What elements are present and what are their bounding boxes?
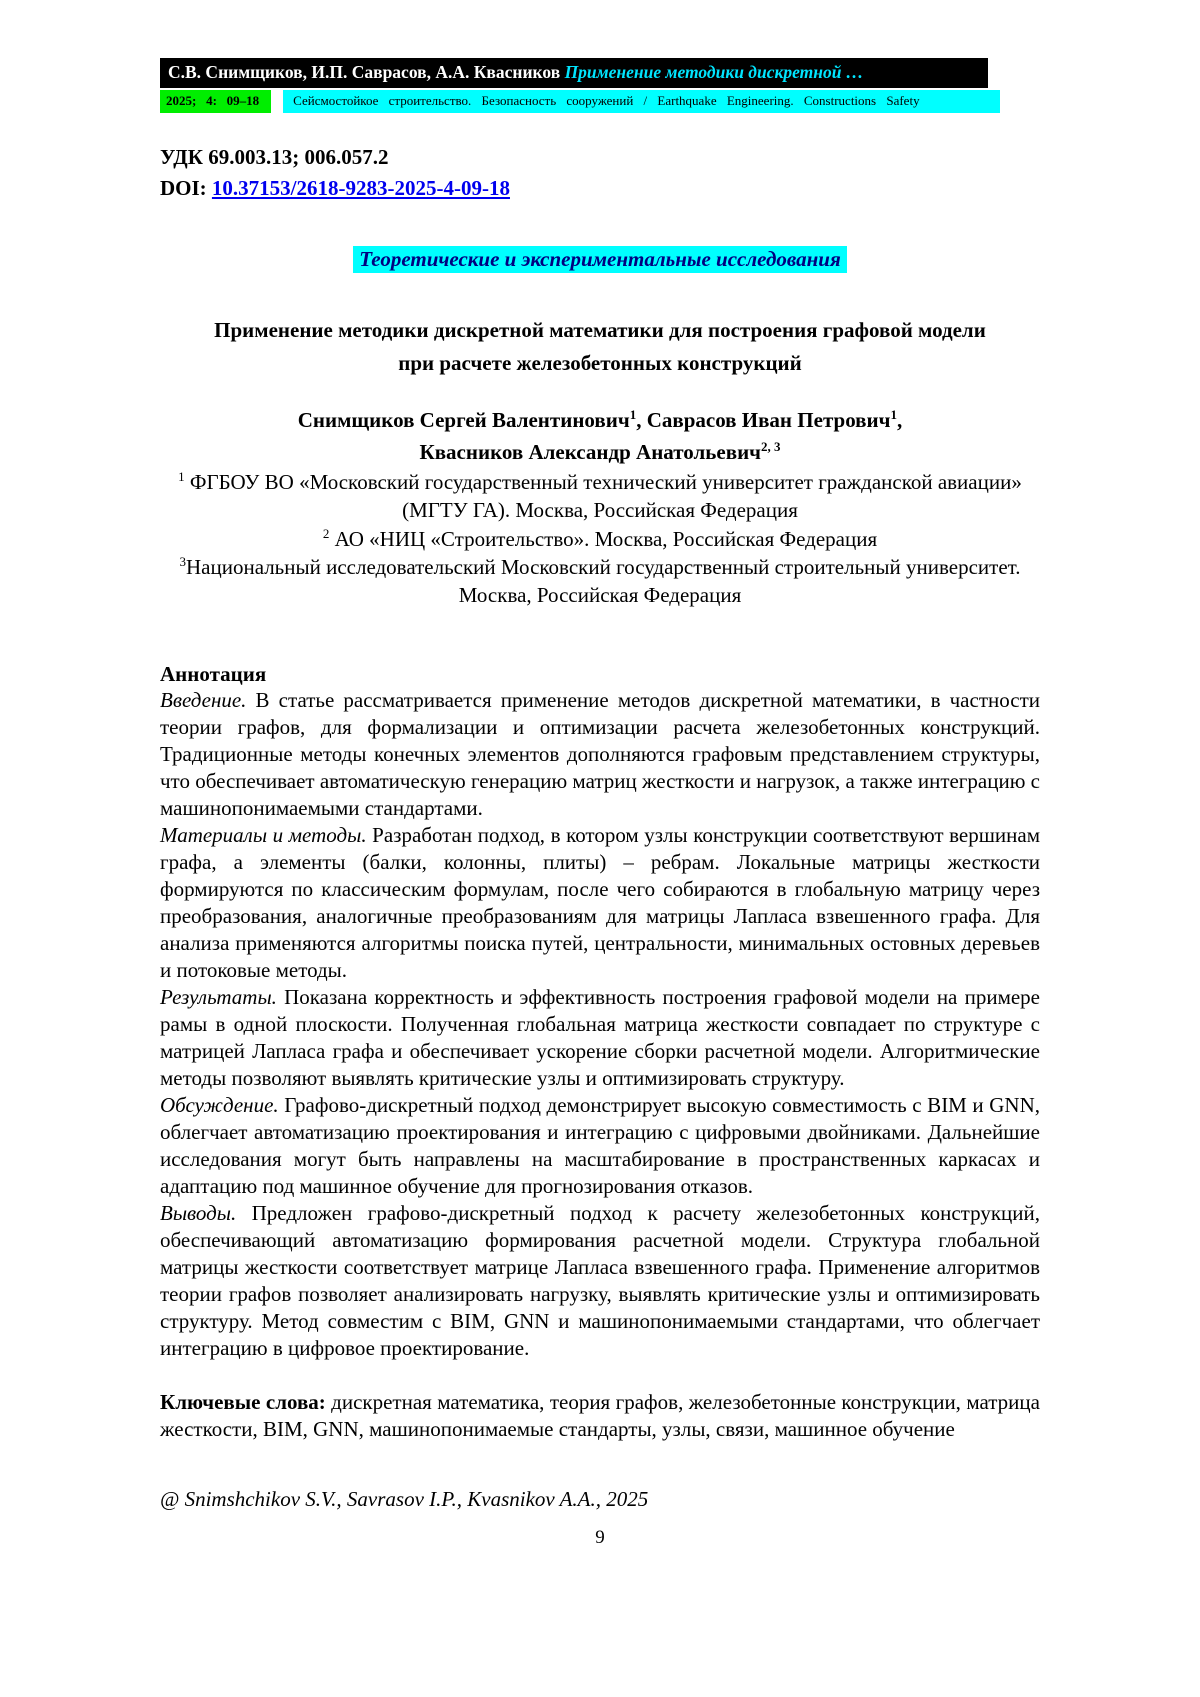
affiliations xyxy=(160,468,1040,610)
author-superscript: 1 xyxy=(890,407,897,423)
affiliation-superscript: 3 xyxy=(179,554,186,570)
udk-code: УДК 69.003.13; 006.057.2 xyxy=(160,145,389,169)
paragraph-lead: Материалы и методы. xyxy=(160,822,367,847)
affiliation xyxy=(160,525,1040,553)
paragraph-text: Показана корректность и эффективность построения графовой модели на примере рамы в одной плоскости. Полученная глобальная матрица жесткости совпадает по структуре с матрицей Лапласа графа и обеспечивает ускорение сборки расчетной модели. Алгоритмические методы позволяют выявлять критические узлы и оптимизировать структуру. xyxy=(160,984,1040,1090)
running-header-strip xyxy=(160,90,1000,113)
author-name: Снимщиков Сергей Валентинович xyxy=(297,408,630,433)
journal-name: Сейсмостойкое строительство. Безопасность сооружений / Earthquake Engineering. Constructions Safety xyxy=(283,90,1000,113)
article-title-line1: Применение методики дискретной математики для построения графовой модели xyxy=(214,318,986,342)
article-title-line2: при расчете железобетонных конструкций xyxy=(398,350,802,375)
paragraph-text: Разработан подход, в котором узлы конструкции соответствуют вершинам графа, а элементы (балки, колонны, плиты) – ребрам. Локальные матрицы жесткости формируются по классическим формулам, после чего собираются в глобальную матрицу через преобразования, аналогичные преобразованиям для матрицы Лапласа взвешенного графа. Для анализа применяются алгоритмы поиска путей, центральности, минимальных остовных деревьев и потоковые методы. xyxy=(160,822,1040,982)
doi-link[interactable]: 10.37153/2618-9283-2025-4-09-18 xyxy=(211,176,510,200)
paragraph-lead: Результаты. xyxy=(160,984,277,1009)
header-strip-gap xyxy=(271,90,283,113)
paragraph-lead: Введение. xyxy=(160,687,247,712)
affiliation-superscript: 1 xyxy=(178,469,185,485)
page-number: 9 xyxy=(595,1527,605,1548)
affiliation-text: Национальный исследовательский Московский государственный строительный университет. Москва, Российская Федерация xyxy=(186,555,1021,608)
author-name: , Саврасов Иван Петрович xyxy=(636,408,891,433)
abstract-paragraph-discussion xyxy=(160,1092,1040,1200)
author-superscript: 1 xyxy=(629,407,637,423)
paragraph-text: Предложен графово-дискретный подход к расчету железобетонных конструкций, обеспечивающий автоматизацию формирования расчетной модели. Структура глобальной матрицы жесткости соответствует матрице Лапласа взвешенного графа. Применение алгоритмов теории графов позволяет анализировать нагрузку, выявлять критические узлы и оптимизировать структуру. Метод совместим с BIM, GNN и машинопонимаемыми стандартами, что облегчает интеграцию в цифровое проектирование. xyxy=(160,1200,1040,1360)
doi-line xyxy=(160,176,1040,201)
keywords xyxy=(160,1389,1040,1443)
paragraph-text: Графово-дискретный подход демонстрирует высокую совместимость с BIM и GNN, облегчает автоматизацию проектирования и интеграцию с цифровыми двойниками. Дальнейшие исследования могут быть направлены на масштабирование в пространственных каркасах и адаптацию под машинное обучение для прогнозирования отказов. xyxy=(160,1092,1040,1198)
affiliation-text: АО «НИЦ «Строительство». Москва, Российская Федерация xyxy=(329,526,878,551)
abstract-paragraph-results xyxy=(160,984,1040,1092)
copyright-line: @ Snimshchikov S.V., Savrasov I.P., Kvasnikov A.A., 2025 xyxy=(160,1486,649,1511)
abstract-paragraph-conclusions xyxy=(160,1200,1040,1362)
section-banner-row xyxy=(160,247,1040,272)
section-banner: Теоретические и экспериментальные исследования xyxy=(353,246,847,273)
paragraph-lead: Выводы. xyxy=(160,1200,237,1225)
author-superscript: 2, 3 xyxy=(761,438,781,454)
authors-separator: , xyxy=(896,408,903,433)
affiliation-text: ФГБОУ ВО «Московский государственный технический университет гражданской авиации» (МГТУ ГА). Москва, Российская Федерация xyxy=(184,470,1022,523)
running-authors: С.В. Снимщиков, И.П. Саврасов, А.А. Квасников xyxy=(168,62,565,82)
abstract-paragraph-introduction xyxy=(160,687,1040,822)
issue-info: 2025; 4: 09–18 xyxy=(160,90,271,113)
authors-line xyxy=(160,405,1040,468)
running-title: Применение методики дискретной … xyxy=(564,62,864,82)
affiliation xyxy=(160,553,1040,610)
affiliation xyxy=(160,468,1040,525)
abstract-paragraph-materials xyxy=(160,822,1040,984)
keywords-label: Ключевые слова: xyxy=(160,1389,326,1414)
keywords-text: дискретная математика, теория графов, железобетонные конструкции, матрица жесткости, BIM, GNN, машинопонимаемые стандарты, узлы, связи, машинное обучение xyxy=(160,1389,1040,1441)
doi-label: DOI: xyxy=(160,176,212,200)
author-name: Квасников Александр Анатольевич xyxy=(419,439,762,464)
paragraph-lead: Обсуждение. xyxy=(160,1092,279,1117)
paragraph-text: В статье рассматривается применение методов дискретной математики, в частности теории графов, для формализации и оптимизации расчета железобетонных конструкций. Традиционные методы конечных элементов дополняются графовым представлением структуры, что обеспечивает автоматическую генерацию матриц жесткости и нагрузок, а также интеграцию с машинопонимаемыми стандартами. xyxy=(160,687,1040,820)
article-title xyxy=(160,314,1040,379)
affiliation-superscript: 2 xyxy=(322,525,330,541)
abstract-heading: Аннотация xyxy=(160,661,267,686)
running-header xyxy=(160,58,988,88)
